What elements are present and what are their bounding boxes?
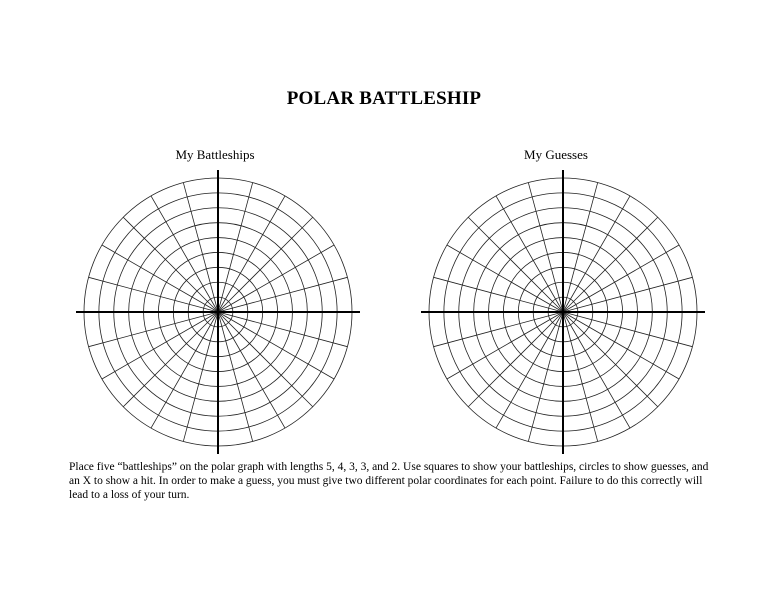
grid-ray	[563, 312, 658, 407]
my-guesses-polar-grid[interactable]	[421, 170, 705, 454]
grid-ray	[434, 277, 563, 312]
grid-ray	[218, 312, 347, 347]
grid-ray	[563, 217, 658, 312]
grid-ray	[123, 312, 218, 407]
grid-ray	[468, 312, 563, 407]
grid-ray	[218, 312, 313, 407]
grid-ray	[563, 277, 692, 312]
instructions-text: Place five “battleships” on the polar graph with lengths 5, 4, 3, 3, and 2. Use squares to show your battleships, circles to show guesses, and an X to show a hit. In order to make a guess, you must give two different polar coordinates for each point. Failure to do this correctly will lead to a loss of your turn.	[69, 461, 709, 501]
grid-ray	[528, 183, 563, 312]
grid-ray	[468, 217, 563, 312]
my-battleships-label: My Battleships	[175, 147, 255, 162]
grid-ray	[218, 312, 253, 441]
my-guesses-label: My Guesses	[524, 147, 588, 162]
grid-ray	[218, 217, 313, 312]
grid-ray	[89, 312, 218, 347]
grid-ray	[123, 217, 218, 312]
grid-ray	[218, 277, 347, 312]
grid-ray	[183, 183, 218, 312]
grid-ray	[528, 312, 563, 441]
grid-ray	[183, 312, 218, 441]
grid-ray	[434, 312, 563, 347]
grid-ray	[218, 183, 253, 312]
page-title: POLAR BATTLESHIP	[286, 88, 482, 109]
my-battleships-polar-grid[interactable]	[76, 170, 360, 454]
grid-ray	[563, 183, 598, 312]
grid-ray	[563, 312, 598, 441]
grid-ray	[89, 277, 218, 312]
grid-ray	[563, 312, 692, 347]
